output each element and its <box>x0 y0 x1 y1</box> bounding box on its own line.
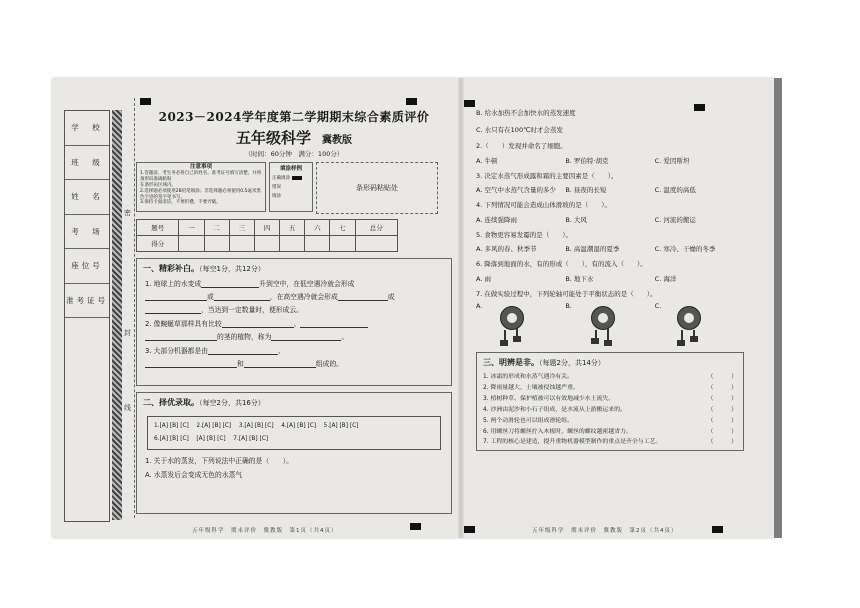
question-line <box>137 360 451 368</box>
weight-icon <box>500 340 508 346</box>
notice-line: 3.保持卡面清洁，不要折叠、不要弄破。 <box>140 200 221 206</box>
option: A. 多风的春、秋季节 <box>476 245 537 253</box>
binding-line <box>124 98 135 518</box>
notice-line: 2.选择题必须使用2B铅笔填涂；非选择题必须使用0.5毫米黑色字迹的签字笔书写。 <box>140 188 261 200</box>
answer-blank[interactable] <box>222 320 294 328</box>
answer-blank[interactable] <box>271 333 341 341</box>
wheel-axle-icon <box>591 306 615 330</box>
binding-char: 封 <box>124 329 131 337</box>
score-blank[interactable] <box>254 236 279 252</box>
example-label: 填涂 <box>272 194 281 199</box>
page-footer: 五年级科学 期末评价 冀教版 第1页（共4页） <box>192 528 338 534</box>
score-blank[interactable] <box>305 236 330 252</box>
option: A. 雨 <box>476 274 491 283</box>
judge-item <box>483 408 737 414</box>
option: B. 高温潮湿的夏季 <box>565 245 620 253</box>
judge-item <box>483 440 737 446</box>
answer-row[interactable]: 1.[A] [B] [C] 2.[A] [B] [C] 3.[A] [B] [C] 4.[A] [B] [C] 5.[A] [B] [C] <box>154 423 359 429</box>
judge-text: 5. 两个动滑轮也可以组成滑轮组。 <box>483 417 573 424</box>
question-line <box>137 320 451 328</box>
answer-blank[interactable] <box>208 347 278 355</box>
question-text: 2.（ ）发现并命名了细胞。 <box>476 142 567 150</box>
hatched-strip <box>112 110 122 520</box>
option: B. 昼夜的长短 <box>565 186 607 194</box>
score-cell: 五 <box>280 220 305 236</box>
option: A. 空气中水蒸气含量的多少 <box>476 186 556 194</box>
answer-paren[interactable]: （ ） <box>707 395 737 402</box>
barcode-area <box>316 162 438 214</box>
notice-row <box>136 162 452 214</box>
barcode-label: 条形码粘贴处 <box>356 184 398 192</box>
question-text: 升到空中，在低空遇冷就会形成 <box>259 280 355 289</box>
weight-icon <box>513 336 521 342</box>
diagram-option <box>476 302 565 346</box>
section-title-text: 三、明辨是非。 <box>483 358 539 367</box>
judge-text: 3. 植树种草、保护植被可以有效地减少水土流失。 <box>483 395 615 402</box>
question-line <box>137 280 451 288</box>
binding-char: 密 <box>124 209 131 217</box>
answer-blank[interactable] <box>244 360 316 368</box>
section-fill-blanks <box>136 258 452 386</box>
wheel-axle-icon <box>500 306 524 330</box>
registration-mark <box>712 526 723 533</box>
page-fold <box>458 78 464 538</box>
edition-label: 冀教版 <box>322 135 353 146</box>
question-text: 4. 下列情况可能会造成山体滑坡的是（ ）。 <box>476 201 612 209</box>
score-cell: 二 <box>204 220 229 236</box>
option: C. 温度的高低 <box>654 186 696 194</box>
question-text: 组成的。 <box>315 360 343 369</box>
right-page <box>476 106 744 451</box>
score-blank[interactable] <box>355 236 397 252</box>
info-blank-area <box>65 318 109 527</box>
question-option: C. 水只有在100℃时才会蒸发 <box>476 125 563 134</box>
score-cell: 得分 <box>137 236 179 252</box>
answer-paren[interactable]: （ ） <box>707 406 737 413</box>
section-title-text: 一、精彩补白。 <box>143 264 199 273</box>
answer-paren[interactable]: （ ） <box>707 439 737 446</box>
weight-icon <box>677 340 685 346</box>
answer-blank[interactable] <box>300 320 368 328</box>
weight-icon <box>591 338 599 344</box>
answer-blank[interactable] <box>338 293 388 301</box>
judge-item <box>483 375 737 381</box>
judge-text: 6. 用螺丝刀将螺丝拧入木板时，螺丝的螺纹越密越省力。 <box>483 428 632 435</box>
score-cell: 题号 <box>137 220 179 236</box>
info-label: 座位号 <box>65 249 109 284</box>
section-title <box>483 357 737 370</box>
answer-paren[interactable]: （ ） <box>707 417 737 424</box>
diagram-option <box>565 302 654 346</box>
wheel-axle-diagrams <box>476 302 744 346</box>
question-text: ，当达到一定数量时，便形成云。 <box>201 306 303 315</box>
option: C. 爱因斯坦 <box>654 156 690 165</box>
answer-row[interactable]: 6.[A] [B] [C] [A] [B] [C] 7.[A] [B] [C] <box>154 436 269 442</box>
option: A. 牛顿 <box>476 156 498 165</box>
weight-icon <box>604 340 612 346</box>
section-title-text: 二、择优录取。 <box>143 398 199 407</box>
example-label: 正确填涂 <box>272 176 290 181</box>
score-blank[interactable] <box>280 236 305 252</box>
exam-paper <box>52 78 774 538</box>
info-label: 姓 名 <box>65 180 109 215</box>
answer-blank[interactable] <box>145 293 207 301</box>
question-option: B. 给水加热不会加快水的蒸发速度 <box>476 109 576 117</box>
example-row <box>272 175 310 181</box>
answer-blank[interactable] <box>145 306 201 314</box>
score-table <box>136 219 398 252</box>
option: B. 罗伯特·胡克 <box>565 156 609 165</box>
judge-text: 2. 降雨量越大，土壤被侵蚀越严重。 <box>483 384 579 391</box>
score-cell: 四 <box>254 220 279 236</box>
wheel-axle-icon <box>677 306 701 330</box>
question-text: 5. 食物更容易发霉的是（ ）。 <box>476 230 573 239</box>
score-cell: 七 <box>330 220 355 236</box>
judge-item <box>483 430 737 436</box>
judge-text: 4. 沙洲由泥沙和小石子组成，是水流从上游搬运来的。 <box>483 406 626 413</box>
question-text: 7. 在做实验过程中，下列轮轴可能处于平衡状态的是（ ）。 <box>476 289 657 298</box>
diagram-option <box>655 302 744 346</box>
section-true-false <box>476 352 744 451</box>
section-points: （每空2分，共16分） <box>199 399 265 407</box>
notice-line: 1.答题前，考生务必将自己的姓名、准考证号填写清楚，并将条形码准确粘贴 <box>140 171 262 182</box>
question-line <box>137 347 451 355</box>
question-text: 3. 决定水蒸气形成露和霜的主要因素是（ ）。 <box>476 171 618 180</box>
left-page <box>136 108 452 514</box>
info-label: 考 场 <box>65 215 109 250</box>
example-title: 填涂样例 <box>279 166 302 172</box>
subject-heading <box>136 127 452 148</box>
option-row <box>476 244 744 253</box>
binding-char: 线 <box>124 404 131 412</box>
score-cell: 三 <box>229 220 254 236</box>
score-cell: 六 <box>305 220 330 236</box>
registration-mark <box>464 526 475 533</box>
option: C. 河流的搬运 <box>654 215 696 224</box>
question-text: 。 <box>341 333 349 342</box>
student-info-column <box>64 110 110 522</box>
section-title <box>137 259 451 278</box>
score-cell: 一 <box>179 220 204 236</box>
registration-mark <box>406 98 417 105</box>
question-text: 和 <box>237 360 244 369</box>
section-multiple-choice <box>136 392 452 514</box>
judge-item <box>483 386 737 392</box>
option-row <box>476 185 744 194</box>
question-text: 3. 大部分机器都是由 <box>145 347 209 356</box>
section-title <box>137 393 451 412</box>
option: A. 连续强降雨 <box>476 215 517 224</box>
registration-mark <box>140 98 151 105</box>
option: B. 地下水 <box>565 274 594 283</box>
question-text: 的茎的植物，称为 <box>217 333 272 342</box>
option: C. 寒冷、干燥的冬季 <box>654 245 716 253</box>
answer-sheet-box <box>147 416 441 450</box>
score-cell: 总分 <box>355 220 397 236</box>
info-label: 准考证号 <box>65 284 109 319</box>
weight-icon <box>690 336 698 342</box>
registration-mark <box>464 100 475 107</box>
judge-item <box>483 397 737 403</box>
background-edge <box>774 78 782 538</box>
page-footer: 五年级科学 期末评价 冀教版 第2页（共4页） <box>532 528 678 534</box>
question-text: 、 <box>278 347 285 356</box>
info-label: 班 级 <box>65 146 109 181</box>
score-blank[interactable] <box>179 236 204 252</box>
exam-title: 2023－2024学年度第二学期期末综合素质评价 <box>158 110 430 124</box>
filled-mark <box>292 176 302 180</box>
judge-text: 7. 工程的核心是建造，提升重物机器模型制作的重点是齐全与工艺。 <box>483 439 662 446</box>
answer-paren[interactable]: （ ） <box>707 384 737 391</box>
question-text: ，在高空遇冷就会形成 <box>269 293 338 302</box>
answer-blank[interactable] <box>214 293 270 301</box>
answer-paren[interactable]: （ ） <box>707 374 737 380</box>
answer-blank[interactable] <box>145 360 237 368</box>
notice-box <box>136 162 266 212</box>
option-letter: C. <box>654 302 662 310</box>
judge-text: 1. 冰霜的形成和水蒸气遇冷有关。 <box>483 374 573 380</box>
notice-title: 注意事项 <box>189 164 212 170</box>
question-option: A. 水蒸发后会变成无色的水蒸气 <box>145 470 243 479</box>
time-and-score: （时间：60分钟 满分：100分） <box>244 150 344 158</box>
option-row <box>476 215 744 224</box>
answer-paren[interactable]: （ ） <box>707 428 737 435</box>
fill-example-box <box>269 162 313 212</box>
notice-line: 在条形码区域内。 <box>140 182 176 188</box>
score-header-row <box>137 220 398 236</box>
question-text: 6. 降落到地面的水，有的形成（ ），有的流入（ ）。 <box>476 260 647 268</box>
judge-item <box>483 419 737 425</box>
section-points: （每题2分，共14分） <box>539 359 605 367</box>
question-line <box>137 306 451 314</box>
option: C. 海洋 <box>654 274 677 283</box>
score-blank[interactable] <box>229 236 254 252</box>
question-text: 1. 地球上的水变成 <box>145 280 202 289</box>
question-text: 2. 像蜿蜒草那样具有比较 <box>145 320 222 329</box>
option-letter: B. <box>565 302 572 310</box>
score-row <box>137 236 398 252</box>
option-row <box>476 274 744 283</box>
example-label: 错误 <box>272 185 281 190</box>
subject-title: 五年级科学 <box>235 129 311 147</box>
question-text: 或 <box>387 293 395 302</box>
question-text: 或 <box>207 293 214 302</box>
question-line <box>137 333 451 341</box>
answer-blank[interactable] <box>201 280 259 288</box>
option-letter: A. <box>476 302 483 310</box>
registration-mark <box>410 523 421 530</box>
option-row <box>476 156 744 165</box>
info-label: 学 校 <box>65 111 109 146</box>
score-blank[interactable] <box>204 236 229 252</box>
score-blank[interactable] <box>330 236 355 252</box>
option: B. 大风 <box>565 215 587 224</box>
question-line: 1. 关于水的蒸发，下列说法中正确的是（ ）。 <box>145 457 293 465</box>
answer-blank[interactable] <box>145 333 217 341</box>
question-line <box>137 293 451 301</box>
question-text: 、 <box>293 320 301 329</box>
section-points: （每空1分，共12分） <box>199 265 265 273</box>
